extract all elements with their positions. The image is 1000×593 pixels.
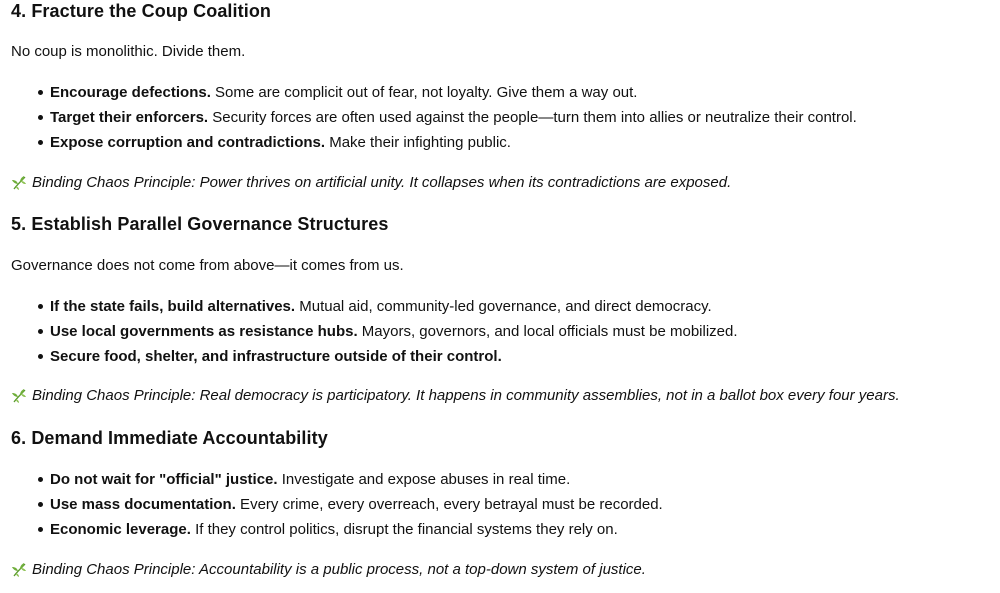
list-item-bold: Use mass documentation. [50,496,236,513]
section-heading: 4. Fracture the Coup Coalition [11,1,272,21]
list-item [50,105,990,130]
list-item [50,344,990,369]
list-item-text: Some are complicit out of fear, not loyalty. Give them a way out. [210,84,638,101]
section-heading: 5. Establish Parallel Governance Structures [11,214,389,234]
list-item [50,492,990,517]
list-item [50,517,990,542]
section-5-list [11,294,990,369]
list-item-bold: Economic leverage. [50,521,191,538]
section-6 [11,427,990,449]
section-intro: Governance does not come from above—it comes from us. [11,257,404,274]
principle-text: Binding Chaos Principle: Accountability is a public process, not a top-down system of justice. [32,561,646,578]
principle-text: Binding Chaos Principle: Power thrives on artificial unity. It collapses when its contradictions are exposed. [32,174,732,191]
list-item-text: Security forces are often used against the people—turn them into allies or neutralize their control. [208,109,857,126]
list-item-bold: Secure food, shelter, and infrastructure outside of their control. [50,348,502,365]
list-item-bold: Encourage defections. [50,84,211,101]
principle-note [11,173,990,193]
principle-note [11,386,990,406]
section-5-intro-wrap [11,256,990,276]
section-5 [11,213,990,235]
section-4-principle-wrap [11,173,990,193]
list-item-bold: If the state fails, build alternatives. [50,298,296,315]
principle-text: Binding Chaos Principle: Real democracy is participatory. It happens in community assemblies, not in a ballot box every four years. [32,387,900,404]
section-heading: 6. Demand Immediate Accountability [11,428,328,448]
list-item-text: If they control politics, disrupt the financial systems they rely on. [190,521,618,538]
section-intro: No coup is monolithic. Divide them. [11,43,246,60]
section-6-list [11,467,990,542]
herb-leaf-icon [11,388,27,404]
list-item-bold: Target their enforcers. [50,109,209,126]
list-item [50,319,990,344]
list-item [50,130,990,155]
herb-leaf-icon [11,175,27,191]
herb-leaf-icon [11,562,27,578]
list-item-text: Mutual aid, community-led governance, and direct democracy. [295,298,712,315]
principle-note [11,560,990,580]
list-item-text: Make their infighting public. [325,134,511,151]
section-5-principle-wrap [11,386,990,406]
list-item-bold: Do not wait for "official" justice. [50,471,278,488]
list-item-text: Every crime, every overreach, every betrayal must be recorded. [235,496,663,513]
section-4-intro-wrap [11,42,990,62]
section-4 [11,0,990,22]
section-4-list [11,80,990,155]
section-6-principle-wrap [11,560,990,580]
list-item-text: Mayors, governors, and local officials must be mobilized. [357,323,738,340]
list-item-bold: Expose corruption and contradictions. [50,134,326,151]
list-item [50,294,990,319]
list-item-text: Investigate and expose abuses in real time. [277,471,571,488]
list-item [50,80,990,105]
list-item-bold: Use local governments as resistance hubs. [50,323,358,340]
list-item [50,467,990,492]
